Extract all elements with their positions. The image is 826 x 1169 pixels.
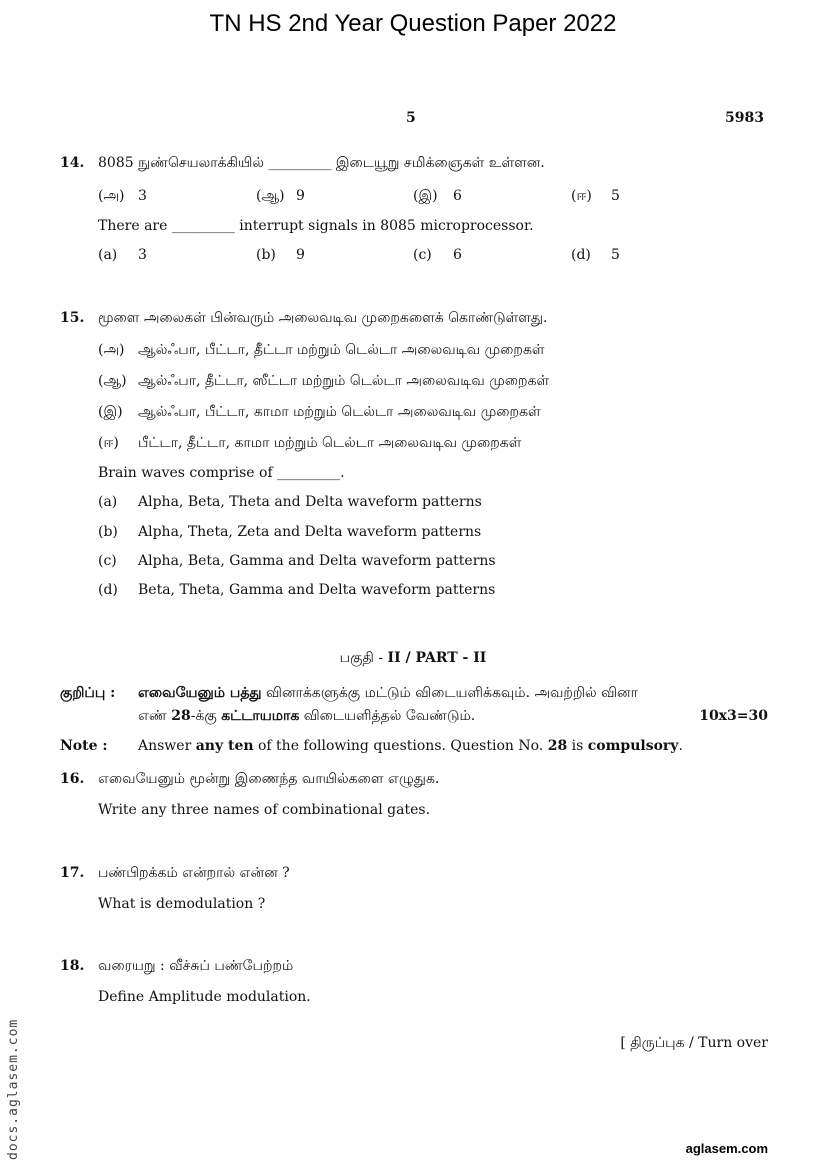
question-number: 15. xyxy=(60,310,85,326)
option-text: 3 xyxy=(138,247,147,263)
part-heading-english: II / PART - II xyxy=(387,650,487,666)
note-bold-text: compulsory xyxy=(587,738,679,754)
option-label: (இ) xyxy=(98,404,123,420)
question-text-english: There are _________ interrupt signals in 8085 microprocessor. xyxy=(98,218,534,234)
question-text-english: Brain waves comprise of _________. xyxy=(98,465,345,481)
paper-code: 5983 xyxy=(725,110,764,126)
question-text-tamil: 8085 நுண்செயலாக்கியில் _________ இடையூறு சமிக்ஞைகள் உள்ளன. xyxy=(98,155,545,171)
note-text: Answer xyxy=(138,738,196,754)
question-text-tamil: மூளை அலைகள் பின்வரும் அலைவடிவ முறைகளைக் கொண்டுள்ளது. xyxy=(98,310,548,326)
option-text: ஆல்ஃபா, தீட்டா, ஸீட்டா மற்றும் டெல்டா அலைவடிவ முறைகள் xyxy=(138,373,550,389)
option-label: (ஆ) xyxy=(256,188,285,204)
question-text-english: What is demodulation ? xyxy=(98,896,266,912)
page-number: 5 xyxy=(406,110,416,126)
note-text: . xyxy=(678,738,683,754)
note-text: விடையளித்தல் வேண்டும். xyxy=(299,708,476,724)
question-text-tamil: வரையறு : வீச்சுப் பண்பேற்றம் xyxy=(98,958,294,974)
note-english-text xyxy=(138,738,683,754)
note-text: எண் xyxy=(138,708,172,724)
option-text: Beta, Theta, Gamma and Delta waveform patterns xyxy=(138,582,496,598)
option-text: Alpha, Beta, Gamma and Delta waveform patterns xyxy=(138,553,496,569)
option-label: (ஈ) xyxy=(98,435,119,451)
note-label-tamil: குறிப்பு : xyxy=(60,685,116,701)
note-text: is xyxy=(567,738,588,754)
option-text: 6 xyxy=(453,188,462,204)
option-text: 5 xyxy=(611,188,620,204)
question-number: 14. xyxy=(60,155,85,171)
option-text: 9 xyxy=(296,247,305,263)
option-text: ஆல்ஃபா, பீட்டா, தீட்டா மற்றும் டெல்டா அலைவடிவ முறைகள் xyxy=(138,342,545,358)
note-text: -க்கு xyxy=(190,708,222,724)
note-text: வினாக்களுக்கு மட்டும் விடையளிக்கவும். அவற்றில் வினா xyxy=(261,685,638,701)
note-bold-text: கட்டாயமாக xyxy=(221,708,300,724)
turn-over-note: [ திருப்புக / Turn over xyxy=(620,1035,768,1051)
option-text: பீட்டா, தீட்டா, காமா மற்றும் டெல்டா அலைவடிவ முறைகள் xyxy=(138,435,522,451)
option-text: ஆல்ஃபா, பீட்டா, காமா மற்றும் டெல்டா அலைவடிவ முறைகள் xyxy=(138,404,541,420)
option-label: (இ) xyxy=(413,188,438,204)
question-text-tamil: எவையேனும் மூன்று இணைந்த வாயில்களை எழுதுக. xyxy=(98,771,440,787)
question-text-tamil: பண்பிறக்கம் என்றால் என்ன ? xyxy=(98,865,290,881)
note-label-english: Note : xyxy=(60,738,108,754)
question-number: 17. xyxy=(60,865,85,881)
option-text: 6 xyxy=(453,247,462,263)
option-label: (c) xyxy=(98,553,117,569)
note-line-2 xyxy=(138,708,475,726)
option-label: (b) xyxy=(256,247,276,263)
option-text: 5 xyxy=(611,247,620,263)
note-bold-text: any ten xyxy=(195,738,254,754)
part-heading xyxy=(0,650,826,668)
option-label: (ஈ) xyxy=(571,188,592,204)
page-title: TN HS 2nd Year Question Paper 2022 xyxy=(209,10,617,37)
option-label: (d) xyxy=(98,582,118,598)
option-label: (ஆ) xyxy=(98,373,127,389)
option-text: 9 xyxy=(296,188,305,204)
note-bold-text: எவையேனும் பத்து xyxy=(138,685,262,701)
note-text: of the following questions. Question No. xyxy=(253,738,548,754)
option-label: (b) xyxy=(98,524,118,540)
side-watermark: docs.aglasem.com xyxy=(6,1018,21,1160)
option-text: 3 xyxy=(138,188,147,204)
note-bold-text: 28 xyxy=(547,738,568,754)
note-bold-text: 28 xyxy=(171,708,191,724)
marks-allocation: 10x3=30 xyxy=(699,708,768,724)
option-label: (அ) xyxy=(98,342,125,358)
option-label: (c) xyxy=(413,247,432,263)
question-number: 16. xyxy=(60,771,85,787)
option-text: Alpha, Theta, Zeta and Delta waveform patterns xyxy=(138,524,482,540)
note-line-1 xyxy=(138,685,638,703)
option-label: (அ) xyxy=(98,188,125,204)
part-heading-tamil: பகுதி - xyxy=(339,650,388,666)
footer-site: aglasem.com xyxy=(685,1141,768,1156)
question-text-english: Define Amplitude modulation. xyxy=(98,989,311,1005)
option-text: Alpha, Beta, Theta and Delta waveform patterns xyxy=(138,494,482,510)
option-label: (a) xyxy=(98,494,118,510)
question-text-english: Write any three names of combinational gates. xyxy=(98,802,431,818)
option-label: (a) xyxy=(98,247,118,263)
option-label: (d) xyxy=(571,247,591,263)
question-number: 18. xyxy=(60,958,85,974)
